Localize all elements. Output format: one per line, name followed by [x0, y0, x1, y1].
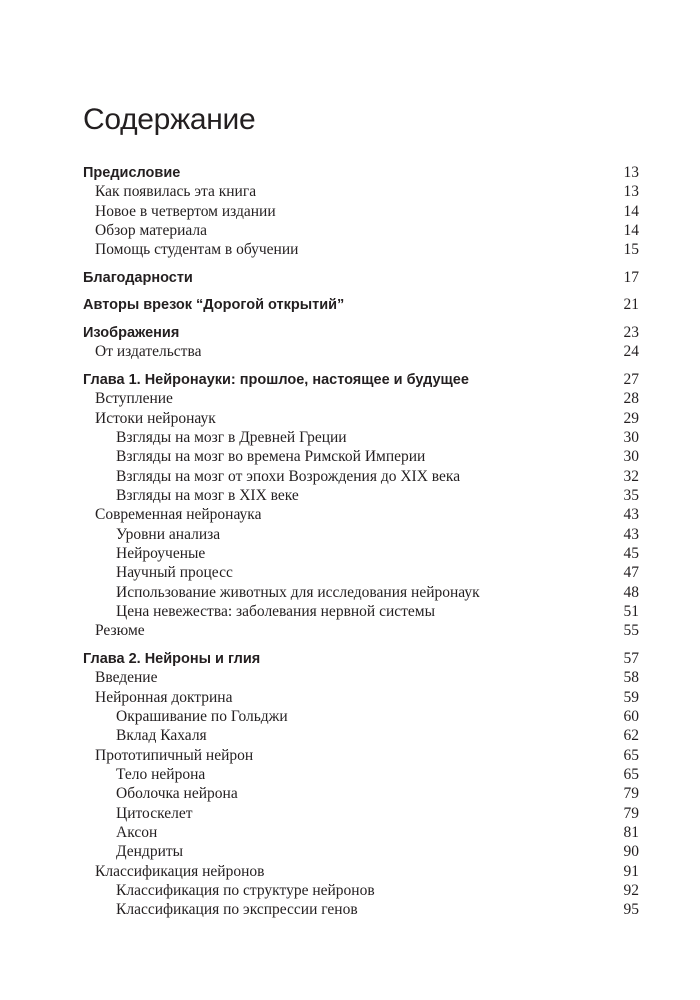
toc-entry-label: Классификация по структуре нейронов	[116, 881, 375, 899]
toc-page-number: 91	[623, 862, 639, 880]
toc-page-number: 23	[623, 323, 639, 341]
toc-section-entry	[83, 746, 639, 765]
toc-page-number: 57	[623, 649, 639, 667]
toc-chapter-entry	[83, 370, 639, 389]
toc-section-entry	[83, 182, 639, 201]
toc-entry-label: Уровни анализа	[116, 525, 221, 543]
toc-entry-label: Взгляды на мозг от эпохи Возрождения до XIX века	[116, 467, 461, 485]
toc-section-entry	[83, 240, 639, 259]
toc-page-number: 28	[623, 390, 639, 408]
toc-entry-label: Помощь студентам в обучении	[95, 241, 299, 259]
toc-section-entry	[83, 505, 639, 524]
toc-subsection-entry	[83, 525, 639, 544]
toc-entry-label: Аксон	[116, 823, 158, 841]
toc-section-entry	[83, 688, 639, 707]
toc-subsection-entry	[83, 842, 639, 861]
toc-entry-label: Классификация по экспрессии генов	[116, 901, 358, 919]
toc-subsection-entry	[83, 447, 639, 466]
page-title: Содержание	[83, 103, 256, 136]
toc-entry-label: Истоки нейронаук	[95, 409, 216, 427]
toc-entry-label: Оболочка нейрона	[116, 785, 238, 803]
toc-entry-label: Изображения	[83, 324, 180, 341]
toc-page-number: 45	[623, 544, 639, 562]
toc-subsection-entry	[83, 726, 639, 745]
toc-entry-label: Вклад Кахаля	[116, 727, 207, 745]
toc-page-number: 29	[623, 409, 639, 427]
toc-subsection-entry	[83, 486, 639, 505]
toc-chapter-entry	[83, 163, 639, 182]
toc-page-number: 90	[623, 843, 639, 861]
toc-chapter-entry	[83, 268, 639, 287]
toc-entry-label: Как появилась эта книга	[95, 183, 257, 201]
toc-entry-label: Глава 1. Нейронауки: прошлое, настоящее и будущее	[83, 371, 469, 388]
toc-subsection-entry	[83, 707, 639, 726]
toc-page-number: 58	[623, 669, 639, 687]
toc-entry-label: От издательства	[95, 343, 202, 361]
toc-page-number: 79	[623, 785, 639, 803]
toc-page-number: 24	[623, 343, 639, 361]
toc-page-number: 59	[623, 688, 639, 706]
toc-page-number: 47	[623, 564, 639, 582]
toc-section-entry	[83, 202, 639, 221]
toc-entry-label: Цитоскелет	[116, 804, 193, 822]
toc-entry-label: Прототипичный нейрон	[95, 746, 254, 764]
toc-page-number: 32	[623, 467, 639, 485]
toc-page-number: 35	[623, 486, 639, 504]
toc-section-entry	[83, 389, 639, 408]
toc-entry-label: Авторы врезок “Дорогой открытий”	[83, 297, 345, 314]
toc-subsection-entry	[83, 804, 639, 823]
toc-page-number: 21	[623, 296, 639, 314]
toc-entry-label: Обзор материала	[95, 222, 207, 240]
toc-page-number: 43	[623, 525, 639, 543]
toc-entry-label: Окрашивание по Гольджи	[116, 707, 288, 725]
toc-entry-label: Взгляды на мозг во времена Римской Империи	[116, 448, 426, 466]
toc-page-number: 15	[623, 241, 639, 259]
toc-entry-label: Взгляды на мозг в Древней Греции	[116, 428, 347, 446]
toc-chapter-entry	[83, 323, 639, 342]
toc-page-number: 79	[623, 804, 639, 822]
toc-page-number: 81	[623, 823, 639, 841]
toc-subsection-entry	[83, 784, 639, 803]
toc-entry-label: Классификация нейронов	[95, 862, 265, 880]
toc-entry-label: Резюме	[95, 622, 145, 640]
toc-page-number: 30	[623, 448, 639, 466]
toc-entry-label: Использование животных для исследования нейронаук	[116, 583, 480, 601]
toc-page-number: 27	[623, 370, 639, 388]
toc-page-number: 13	[623, 164, 639, 181]
toc-subsection-entry	[83, 602, 639, 621]
toc-section-entry	[83, 342, 639, 361]
toc-page-number: 60	[623, 707, 639, 725]
toc-subsection-entry	[83, 583, 639, 602]
toc-entry-label: Нейронная доктрина	[95, 688, 233, 706]
table-of-contents	[83, 163, 639, 920]
toc-subsection-entry	[83, 428, 639, 447]
toc-entry-label: Тело нейрона	[116, 765, 206, 783]
toc-page-number: 17	[623, 268, 639, 286]
toc-subsection-entry	[83, 881, 639, 900]
toc-chapter-entry	[83, 649, 639, 668]
toc-subsection-entry	[83, 900, 639, 919]
toc-page-number: 43	[623, 506, 639, 524]
toc-page-number: 65	[623, 746, 639, 764]
toc-entry-label: Благодарности	[83, 269, 193, 286]
toc-page-number: 62	[623, 727, 639, 745]
toc-entry-label: Взгляды на мозг в XIX веке	[116, 486, 299, 504]
toc-entry-label: Дендриты	[116, 843, 184, 861]
toc-subsection-entry	[83, 823, 639, 842]
toc-entry-label: Современная нейронаука	[95, 506, 262, 524]
toc-subsection-entry	[83, 563, 639, 582]
toc-entry-label: Глава 2. Нейроны и глия	[83, 650, 261, 667]
toc-subsection-entry	[83, 467, 639, 486]
toc-page-number: 14	[623, 222, 639, 240]
toc-page-number: 92	[623, 881, 639, 899]
toc-entry-label: Введение	[95, 669, 158, 687]
toc-subsection-entry	[83, 544, 639, 563]
toc-page-number: 14	[623, 202, 639, 220]
toc-page-number: 48	[623, 583, 639, 601]
toc-section-entry	[83, 409, 639, 428]
toc-entry-label: Научный процесс	[116, 564, 233, 582]
toc-chapter-entry	[83, 295, 639, 314]
toc-section-entry	[83, 221, 639, 240]
toc-page-number: 55	[623, 622, 639, 640]
toc-page-number: 51	[623, 602, 639, 620]
toc-entry-label: Вступление	[95, 390, 173, 408]
toc-subsection-entry	[83, 765, 639, 784]
toc-section-entry	[83, 621, 639, 640]
toc-section-entry	[83, 862, 639, 881]
toc-entry-label: Предисловие	[83, 165, 181, 181]
toc-section-entry	[83, 668, 639, 687]
toc-entry-label: Нейроученые	[116, 544, 206, 562]
toc-page-number: 65	[623, 765, 639, 783]
toc-page-number: 30	[623, 428, 639, 446]
toc-page-number: 13	[623, 183, 639, 201]
toc-page-number: 95	[623, 901, 639, 919]
toc-entry-label: Новое в четвертом издании	[95, 202, 276, 220]
toc-entry-label: Цена невежества: заболевания нервной системы	[116, 602, 436, 620]
